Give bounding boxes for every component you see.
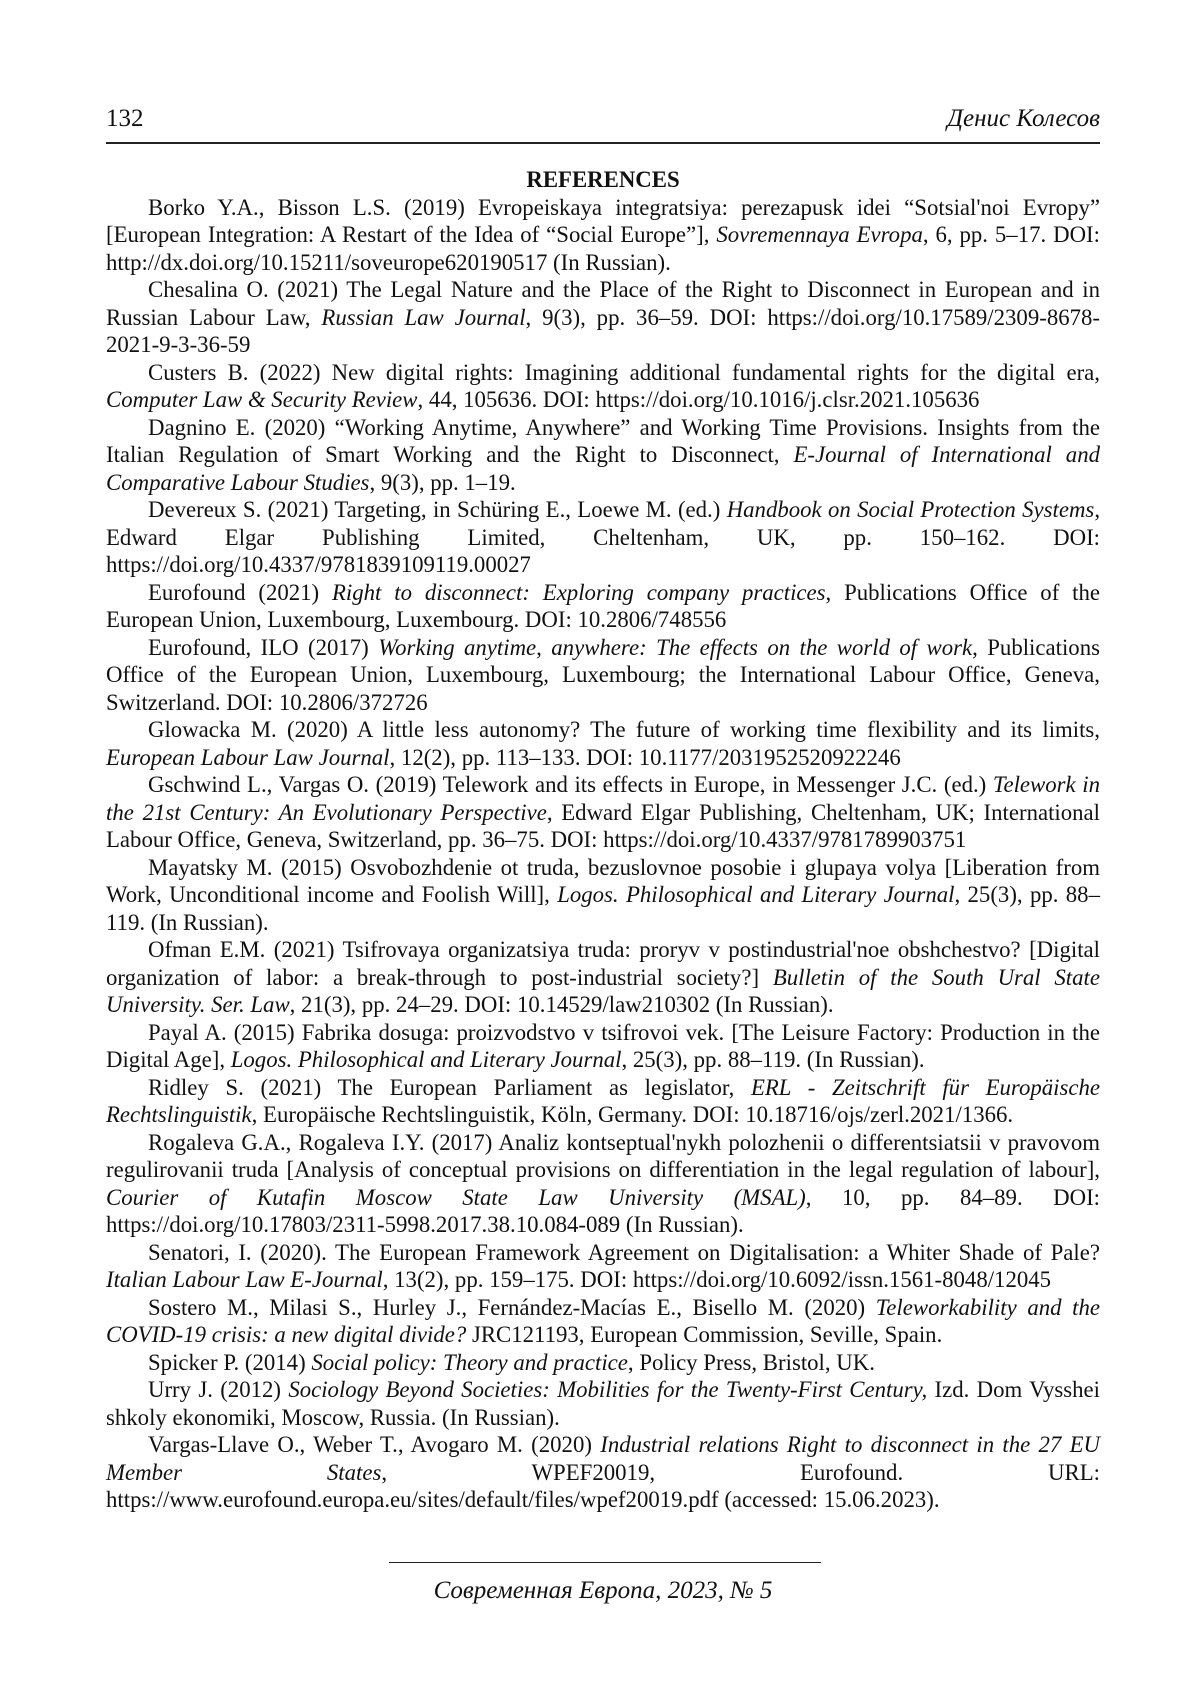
- reference-list: [106, 194, 1100, 1514]
- reference-text: , Publications Office of the European Union, Luxembourg, Luxembourg; the International Labour Office, Geneva, Switzerland. DOI: 10.2806/372726: [106, 634, 1100, 715]
- reference-text: Urry J. (2012): [148, 1377, 289, 1402]
- reference-source-title: Sociology Beyond Societies: Mobilities for the Twenty-First Century,: [288, 1377, 928, 1402]
- reference-source-title: Computer Law & Security Review: [106, 387, 418, 412]
- reference-entry: [106, 771, 1100, 854]
- reference-source-title: Sovremennaya Evropa: [716, 222, 923, 247]
- reference-text: , 25(3), pp. 88–119. (In Russian).: [106, 882, 1100, 935]
- reference-source-title: Bulletin of the South Ural State University. Ser. Law: [106, 964, 1100, 1017]
- reference-entry: [106, 1074, 1100, 1129]
- header-rule: [106, 142, 1100, 144]
- reference-entry: [106, 1376, 1100, 1431]
- reference-source-title: E-Journal of International and Comparative Labour Studies: [106, 442, 1100, 495]
- reference-text: , Edward Elgar Publishing Limited, Cheltenham, UK, pp. 150–162. DOI: https://doi.org/10.4337/9781839109119.00027: [106, 497, 1101, 577]
- reference-entry: [106, 276, 1100, 359]
- reference-entry: [106, 716, 1100, 771]
- reference-text: Glowacka M. (2020) A little less autonomy? The future of working time flexibility and its limits,: [148, 717, 1100, 742]
- references-section: [106, 166, 1100, 1514]
- running-author: Денис Колесов: [947, 105, 1100, 132]
- reference-text: Custers B. (2022) New digital rights: Imagining additional fundamental rights for the digital era,: [148, 359, 1100, 385]
- reference-text: , 44, 105636. DOI: https://doi.org/10.1016/j.clsr.2021.105636: [417, 387, 980, 412]
- reference-text: JRC121193, European Commission, Seville, Spain.: [466, 1322, 943, 1347]
- reference-source-title: Industrial relations Right to disconnect in the 27 EU Member States: [106, 1432, 1100, 1485]
- reference-text: , 21(3), pp. 24–29. DOI: 10.14529/law210302 (In Russian).: [289, 992, 834, 1017]
- reference-entry: [106, 414, 1100, 497]
- reference-entry: [106, 1294, 1100, 1349]
- reference-source-title: Working anytime, anywhere: The effects on the world of work: [378, 634, 973, 660]
- reference-source-title: Social policy: Theory and practice: [311, 1349, 628, 1375]
- reference-text: , 13(2), pp. 159–175. DOI: https://doi.org/10.6092/issn.1561-8048/12045: [382, 1267, 1052, 1292]
- reference-text: , 12(2), pp. 113–133. DOI: 10.1177/2031952520922246: [389, 744, 901, 770]
- reference-text: Vargas-Llave O., Weber T., Avogaro M. (2020): [148, 1432, 601, 1457]
- reference-text: Spicker P. (2014): [148, 1349, 312, 1375]
- reference-source-title: European Labour Law Journal: [106, 744, 390, 770]
- reference-entry: [106, 1349, 1100, 1377]
- reference-text: , Europäische Rechtslinguistik, Köln, Germany. DOI: 10.18716/ojs/zerl.2021/1366.: [251, 1102, 1014, 1127]
- reference-source-title: Logos. Philosophical and Literary Journal: [230, 1047, 622, 1072]
- reference-text: Payal A. (2015) Fabrika dosuga: proizvodstvo v tsifrovoi vek. [The Leisure Factory: Production in the Digital Age],: [106, 1019, 1100, 1072]
- reference-entry: [106, 1019, 1100, 1074]
- reference-text: Ofman E.M. (2021) Tsifrovaya organizatsiya truda: proryv v postindustrial'noe obshchestvo? [Digital organization of labor: a break-through to post-industrial society?]: [106, 937, 1100, 990]
- reference-entry: [106, 1239, 1100, 1294]
- reference-source-title: Russian Law Journal: [321, 304, 526, 330]
- reference-text: Dagnino E. (2020) “Working Anytime, Anywhere” and Working Time Provisions. Insights from the Italian Regulation of Smart Working and the Right to Disconnect,: [106, 414, 1100, 467]
- reference-text: Eurofound, ILO (2017): [148, 634, 379, 660]
- reference-source-title: Logos. Philosophical and Literary Journal: [557, 882, 955, 907]
- reference-entry: [106, 359, 1100, 414]
- reference-text: , Edward Elgar Publishing, Cheltenham, UK; International Labour Office, Geneva, Switzerland, pp. 36–75. DOI: https://doi.org/10.4337/9781789903751: [106, 799, 1101, 852]
- reference-source-title: Courier of Kutafin Moscow State Law University (MSAL): [106, 1184, 806, 1210]
- reference-text: Borko Y.A., Bisson L.S. (2019) Evropeiskaya integratsiya: perezapusk idei “Sotsial'noi Evropy” [European Integration: A Restart of the Idea of “Social Europe”],: [106, 194, 1100, 247]
- reference-text: , 9(3), pp. 1–19.: [369, 469, 516, 495]
- reference-entry: [106, 1129, 1100, 1239]
- reference-text: Gschwind L., Vargas O. (2019) Telework and its effects in Europe, in Messenger J.C. (ed.): [148, 772, 993, 797]
- reference-text: Ridley S. (2021) The European Parliament as legislator,: [148, 1074, 751, 1100]
- reference-text: , 10, pp. 84–89. DOI: https://doi.org/10.17803/2311-5998.2017.38.10.084-089 (In Russian).: [106, 1184, 1100, 1237]
- reference-entry: [106, 579, 1100, 634]
- running-header: [106, 104, 1100, 134]
- reference-entry: [106, 1431, 1100, 1514]
- reference-entry: [106, 634, 1100, 717]
- reference-entry: [106, 496, 1100, 579]
- reference-source-title: Teleworkability and the COVID-19 crisis: a new digital divide?: [106, 1294, 1100, 1347]
- reference-entry: [106, 194, 1100, 277]
- reference-text: Izd. Dom Vysshei shkoly ekonomiki, Moscow, Russia. (In Russian).: [106, 1377, 1101, 1430]
- reference-source-title: Right to disconnect: Exploring company practices: [332, 579, 826, 605]
- reference-text: , Publications Office of the European Union, Luxembourg, Luxembourg. DOI: 10.2806/748556: [106, 579, 1100, 632]
- reference-text: , WPEF20019, Eurofound. URL: https://www.eurofound.europa.eu/sites/default/files/wpef20019.pdf (accessed: 15.06.2023).: [106, 1459, 1100, 1512]
- footer-rule: [389, 1562, 821, 1563]
- reference-text: Mayatsky M. (2015) Osvobozhdenie ot truda, bezuslovnoe posobie i glupaya volya [Liberation from Work, Unconditional income and Foolish Will],: [106, 854, 1100, 907]
- reference-text: , 6, pp. 5–17. DOI: http://dx.doi.org/10.15211/soveurope620190517 (In Russian).: [106, 222, 1100, 275]
- page-number: 132: [106, 105, 144, 132]
- reference-entry: [106, 936, 1100, 1019]
- reference-text: , 9(3), pp. 36–59. DOI: https://doi.org/10.17589/2309-8678-2021-9-3-36-59: [106, 304, 1101, 357]
- reference-source-title: Handbook on Social Protection Systems: [726, 497, 1095, 522]
- reference-text: Senatori, I. (2020). The European Framework Agreement on Digitalisation: a Whiter Shade of Pale?: [148, 1239, 1100, 1265]
- reference-source-title: Italian Labour Law E-Journal: [106, 1267, 383, 1292]
- reference-text: Sostero M., Milasi S., Hurley J., Fernández-Macías E., Bisello M. (2020): [148, 1294, 876, 1320]
- journal-footer: Современная Европа, 2023, № 5: [433, 1577, 773, 1604]
- reference-text: Chesalina O. (2021) The Legal Nature and the Place of the Right to Disconnect in European and in Russian Labour Law,: [106, 277, 1100, 330]
- section-title: REFERENCES: [526, 167, 680, 192]
- reference-source-title: ERL - Zeitschrift für Europäische Rechtslinguistik: [106, 1074, 1100, 1127]
- reference-text: Devereux S. (2021) Targeting, in Schüring E., Loewe M. (ed.): [148, 497, 727, 522]
- reference-entry: [106, 854, 1100, 937]
- reference-text: , Policy Press, Bristol, UK.: [627, 1349, 875, 1375]
- reference-text: , 25(3), pp. 88–119. (In Russian).: [621, 1047, 925, 1072]
- reference-text: Eurofound (2021): [148, 579, 332, 605]
- reference-source-title: Telework in the 21st Century: An Evolutionary Perspective: [106, 772, 1100, 825]
- reference-text: Rogaleva G.A., Rogaleva I.Y. (2017) Analiz kontseptual'nykh polozhenii o differentsiatsii v pravovom regulirovanii truda [Analysis of conceptual provisions on differentiation in the legal regulation of labour],: [106, 1129, 1100, 1182]
